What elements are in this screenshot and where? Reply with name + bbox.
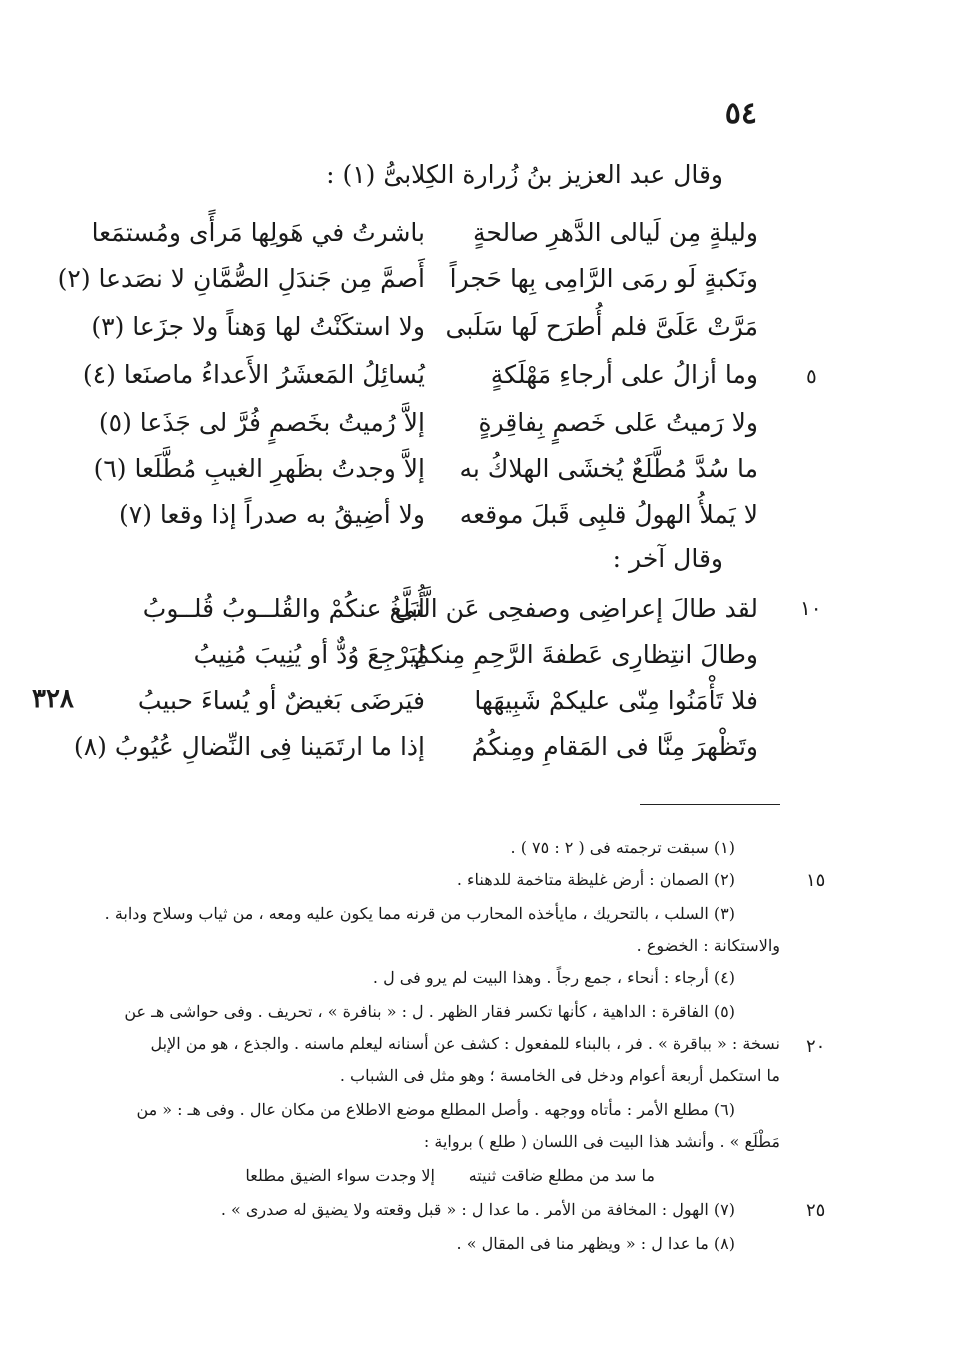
footnote-6: (٦) مطلع الأمر : مأتاه ووجهه . وأصل المطلع موضع الاطلاع من مكان عال . وفى هـ : « من: [136, 1100, 735, 1119]
second-hemistich: فيَرضَى بَغيضٌ أو يُساءَ حبيبُ: [137, 686, 425, 715]
footnote-6-cont: مَطْلَع » . وأنشد هذا البيت فى اللسان ( طلع ) برواية :: [423, 1132, 780, 1151]
second-hemistich: إلاَّ رُميتُ بخَصمٍ فُرَّ لى جَذَعا (٥): [98, 408, 425, 437]
footnote-5: (٥) الفاقرة : الداهية ، كأنها تكسر فقار الظهر . ل : « بنافرة » ، تحريف . وفى حواشى هـ عن: [124, 1002, 735, 1021]
footnote-2: (٢) الصمان : أرض غليظة متاخمة للدهناء .: [456, 870, 735, 889]
first-hemistich: وطالَ انتِظارِى عَطفةَ الرَّحِمِ مِنكمُ: [413, 640, 758, 669]
footnote-5-cont: ما استكمل أربعة أعوام ودخل فى الخامسة ؛ وهو مثل فى الشباب .: [339, 1066, 780, 1085]
first-hemistich: ولا رَميتُ عَلى خَصمٍ بِفاقِرةٍ: [478, 408, 758, 437]
second-hemistich: لِيَرْجِعَ وُدٌّ أو يُنِيبَ مُنِيبُ: [193, 640, 425, 669]
first-hemistich: لا يَملأُ الهولُ قلبِى قَبلَ موقعه: [459, 500, 758, 529]
first-hemistich: وليلةٍ مِن لَيالى الدَّهرِ صالحةٍ: [472, 218, 758, 247]
second-hemistich: باشرتُ في هَولِها مَرأًى ومُستمَعا: [91, 218, 425, 247]
line-number: ٢٥: [806, 1200, 826, 1221]
poem-heading-2: وقال آخر :: [612, 544, 723, 573]
second-hemistich: ولا أضِيقُ به صدراً إذا وقعا (٧): [119, 500, 425, 529]
second-hemistich: إذا ما ارتَمَينا فِى النِّضالِ عُيُوبُ (٨): [73, 732, 425, 761]
footnote-divider: [640, 804, 780, 805]
first-hemistich: ما سُدَّ مُطَّلَعٌ يُخشَى الهلاكُ به: [459, 454, 758, 483]
footnote-1: (١) سبقت ترجمته فى ( ٢ : ٧٥ ) .: [510, 838, 735, 857]
first-hemistich: لقد طالَ إعراضِى وصفحِى عَن الَّتى: [394, 594, 758, 623]
page-number: ٥٤: [724, 96, 757, 131]
line-number: ٥: [806, 364, 817, 388]
footnote-8: (٨) ما عدا ل : « ويظهر منا فى المقال » .: [456, 1234, 735, 1253]
side-number: ٣٢٨: [32, 684, 74, 714]
quoted-verse-second: إلا وجدت سواء الضيق مطلعا: [245, 1166, 435, 1185]
line-number: ١٥: [806, 870, 826, 891]
second-hemistich: أَصمَّ مِن جَندَلِ الصُّمَّانِ لا نصَدعا (٢): [57, 264, 425, 293]
second-hemistich: ولا استكَنْتُ لها وَهناً ولا جزَعا (٣): [91, 312, 425, 341]
first-hemistich: فلا تَأْمَنُوا مِنّى عليكمْ شَبِيهَها: [474, 686, 758, 715]
line-number: ١٠: [800, 596, 822, 620]
poem-heading: وقال عبد العزيز بنُ زُرارة الكِلابىُّ (١) :: [326, 160, 723, 189]
quoted-verse-first: ما سد من مطلع ضاقت ثنيته: [468, 1166, 655, 1185]
footnote-5-cont: نسخة : « بباقرة » . فر ، بالبناء للمفعول : كشف عن أسنانه ليعلم ماسنه . والجذع ، هو من الإبل: [150, 1034, 780, 1053]
second-hemistich: إلاَّ وجدتُ بظَهرِ الغيبِ مُطَّلَعا (٦): [93, 454, 425, 483]
first-hemistich: مَرَّتْ عَلَىَّ فلم أُطرَح لَها سَلَبى: [445, 312, 758, 341]
footnote-3: (٣) السلب ، بالتحريك ، مايأخذه المحارب من قرنه مما يكون عليه ومعه ، من ثياب وسلاح ودابة .: [104, 904, 735, 923]
line-number: ٢٠: [806, 1036, 826, 1057]
first-hemistich: وتَظْهرَ مِنَّا فى المَقامِ ومِنكُمُ: [471, 732, 758, 761]
first-hemistich: ونَكبةٍ لَو رمَى الرَّامِى بِها حَجراً: [449, 264, 758, 293]
second-hemistich: أُبَلَّغُ عنكُمْ والقُلــوبُ قُلــوبُ: [142, 594, 425, 623]
second-hemistich: يُسائِلُ المَعشَرُ الأَعداءُ ماصنَعا (٤): [82, 360, 425, 389]
footnote-4: (٤) أرجاء : أنحاء ، جمع رجاً . وهذا البيت لم يرو فى ل .: [372, 968, 735, 987]
footnote-3-cont: والاستكانة : الخضوع .: [636, 936, 780, 955]
first-hemistich: وما أزالُ على أرجاءِ مَهْلَكةٍ: [490, 360, 758, 389]
footnote-7: (٧) الهول : المخافة من الأمر . ما عدا ل : « قبل وقعته ولا يضيق له صدرى » .: [220, 1200, 735, 1219]
